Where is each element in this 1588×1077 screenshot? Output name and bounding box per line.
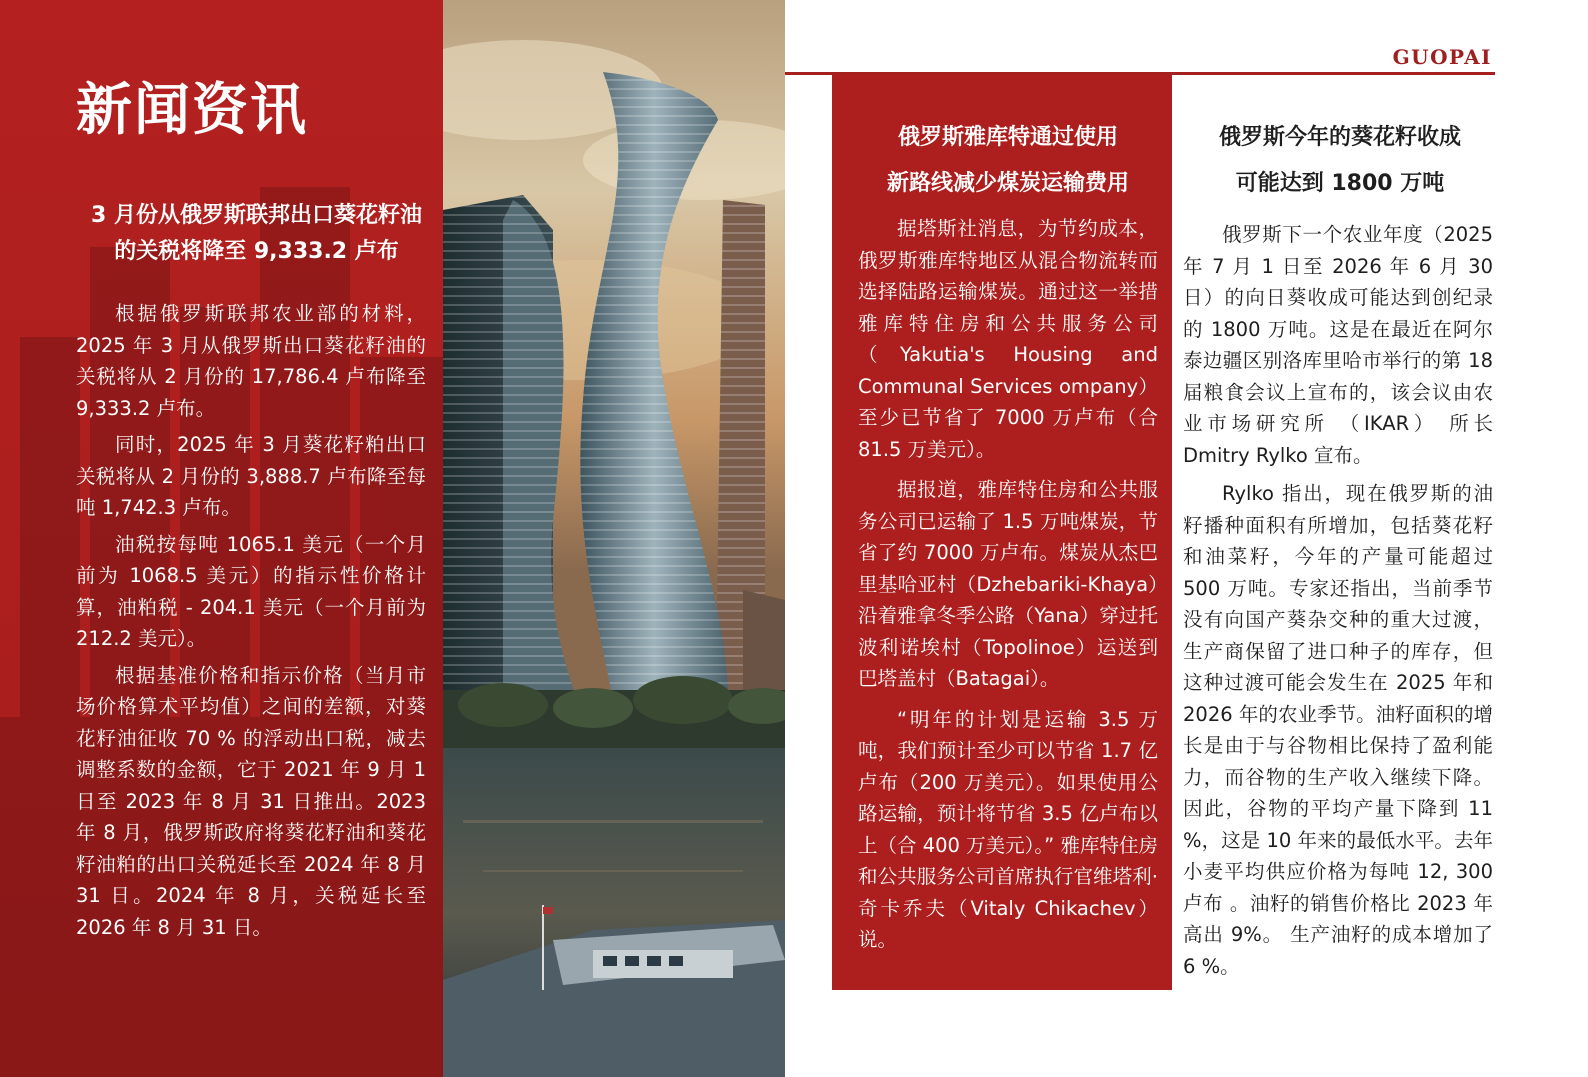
article3-paragraph: 俄罗斯下一个农业年度（2025 年 7 月 1 日至 2026 年 6 月 30 日）的向日葵收成可能达到创纪录的 1800 万吨。这是在最近在阿尔泰边疆区别洛库里哈市举行的第 18 届粮食会议上宣布的，该会议由农业市场研究所 （IKAR） 所长 Dmitry Rylko 宣布。 bbox=[1183, 223, 1493, 467]
left-panel bbox=[0, 0, 443, 1077]
article1-paragraph: 根据俄罗斯联邦农业部的材料，2025 年 3 月从俄罗斯出口葵花籽油的关税将从 2 月份的 17,786.4 卢布降至 9,333.2 卢布。 bbox=[76, 302, 426, 420]
article2-headline-line: 新路线减少煤炭运输费用 bbox=[886, 171, 1129, 196]
article2-paragraph: 据报道，雅库特住房和公共服务公司已运输了 1.5 万吨煤炭，节省了约 7000 万卢布。煤炭从杰巴里基哈亚村（Dzhebariki-Khaya）沿着雅拿冬季公路（Yana）穿过托波利诺埃村（Topolinoe）运送到巴塔盖村（Batagai）。 bbox=[858, 478, 1158, 690]
article3-headline bbox=[1185, 115, 1495, 207]
article1-paragraph: 油税按每吨 1065.1 美元（一个月前为 1068.5 美元）的指示性价格计算，油粕税 - 204.1 美元（一个月前为 212.2 美元）。 bbox=[76, 532, 426, 650]
article2-headline-line: 俄罗斯雅库特通过使用 bbox=[897, 125, 1118, 150]
article2-body bbox=[858, 213, 1158, 956]
brand-logo-text: GUOPAI bbox=[1392, 45, 1492, 69]
skyscraper-illustration bbox=[443, 0, 785, 1077]
article3-paragraph: Rylko 指出，现在俄罗斯的油籽播种面积有所增加，包括葵花籽和油菜籽，今年的产量可能超过 500 万吨。专家还指出，当前季节没有向国产葵杂交种的重大过渡，生产商保留了进口种子的库存，但这种过渡可能会发生在 2025 年和 2026 年的农业季节。油籽面积的增长是由于与谷物相比保持了盈利能力，而谷物的生产收入继续下降。因此，谷物的平均产量下降到 11 %，这是 10 年来的最低水平。去年小麦平均供应价格为每吨 12, 300 卢布 。油籽的销售价格比 2023 年高出 9%。 生产油籽的成本增加了 6 %。 bbox=[1183, 482, 1493, 978]
moscow-city-photo bbox=[443, 0, 785, 1077]
article2-paragraph: “明年的计划是运输 3.5 万吨，我们预计至少可以节省 1.7 亿卢布（200 万美元）。如果使用公路运输，预计将节省 3.5 亿卢布以上（合 400 万美元）。” 雅库特住房和公共服务公司首席执行官维塔利·奇卡乔夫（Vitaly Chikachev）说。 bbox=[858, 707, 1158, 951]
article3-body bbox=[1183, 219, 1493, 982]
article1-body bbox=[76, 298, 426, 943]
article2-headline bbox=[848, 115, 1168, 207]
article2-paragraph: 据塔斯社消息，为节约成本，俄罗斯雅库特地区从混合物流转而选择陆路运输煤炭。通过这一举措雅库特住房和公共服务公司（Yakutia's Housing and Communal Services ompany）至少已节省了 7000 万卢布（合 81.5 万美元）。 bbox=[858, 217, 1158, 461]
article1-paragraph: 根据基准价格和指示价格（当月市场价格算术平均值）之间的差额，对葵花籽油征收 70 % 的浮动出口税，减去调整系数的金额，它于 2021 年 9 月 1 日至 2023 年 8 月 31 日推出。2023 年 8 月，俄罗斯政府将葵花籽油和葵花籽油粕的出口关税延长至 2024 年 8 月 31 日。2024 年 8 月，关税延长至 2026 年 8 月 31 日。 bbox=[76, 663, 426, 939]
section-title: 新闻资讯 bbox=[76, 78, 308, 143]
article3-headline-line: 俄罗斯今年的葵花籽收成 bbox=[1218, 125, 1461, 150]
article3-headline-line: 可能达到 1800 万吨 bbox=[1235, 171, 1445, 196]
article1-paragraph: 同时，2025 年 3 月葵花籽粕出口关税将从 2 月份的 3,888.7 卢布降至每吨 1,742.3 卢布。 bbox=[76, 433, 426, 519]
article1-headline: 3 月份从俄罗斯联邦出口葵花籽油的关税将降至 9,333.2 卢布 bbox=[91, 203, 422, 264]
